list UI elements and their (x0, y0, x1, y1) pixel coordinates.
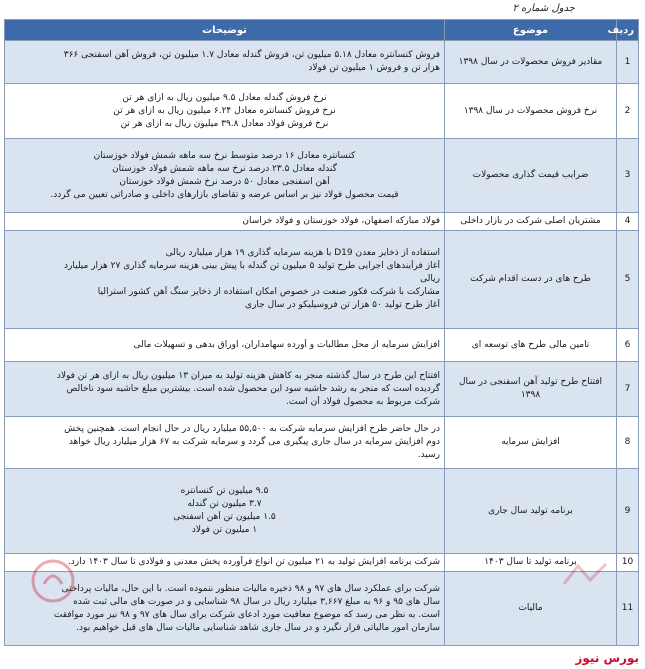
description-line: شرکت برنامه افزایش تولید به ۲۱ میلیون تن انواع فرآورده پخش معدنی و فولادی تا سال ۱۴۰۳ دارد. (67, 557, 440, 567)
row-description (5, 417, 445, 469)
row-description (5, 231, 445, 329)
row-subject: طرح های در دست اقدام شرکت (445, 231, 617, 329)
row-number: 10 (617, 554, 639, 572)
row-subject: ضرایب قیمت گذاری محصولات (445, 139, 617, 213)
table-row (5, 362, 639, 417)
row-number: 4 (617, 213, 639, 231)
watermark-text: بورس نیوز (575, 651, 639, 665)
description-line: ۹.۵ میلیون تن کنسانتره (180, 486, 269, 496)
description-line: ۳.۷ میلیون تن گندله (187, 499, 262, 509)
description-line: مشارکت با شرکت فکور صنعت در خصوص امکان استفاده از ذخایر سنگ آهن کشور استرالیا (97, 287, 440, 297)
description-line: آغاز فرآیندهای اجرایی طرح تولید ۵ میلیون تن گندله با پیش بینی هزینه سرمایه گذاری ۲۷ هزار میلیارد (64, 261, 440, 271)
table-row (5, 41, 639, 84)
description-line: استفاده از ذخایر معدن D19 با هزینه سرمایه گذاری ۱۹ هزار میلیارد ریالی (165, 248, 440, 258)
row-number: 7 (617, 362, 639, 417)
description-line: در حال حاضر طرح افزایش سرمایه شرکت به ۵۵,۵۰۰ میلیارد ریال در حال انجام است. همچنین پخش (64, 424, 440, 434)
watermark-mark-icon (560, 560, 610, 590)
description-line: ۱.۵ میلیون تن آهن اسفنجی (173, 512, 276, 522)
row-number: 9 (617, 469, 639, 554)
row-description (5, 213, 445, 231)
table-row (5, 329, 639, 362)
row-number: 3 (617, 139, 639, 213)
row-number: 6 (617, 329, 639, 362)
row-subject: برنامه تولید سال جاری (445, 469, 617, 554)
table-row (5, 213, 639, 231)
description-line: آغاز طرح تولید ۵۰ هزار تن فروسیلیکو در سال جاری (245, 300, 440, 310)
description-line: گندله معادل ۲۳.۵ درصد نرخ سه ماهه شمش فولاد خوزستان (112, 163, 337, 174)
row-subject: افزایش سرمایه (445, 417, 617, 469)
description-line: قیمت محصول فولاد نیز بر اساس عرضه و تقاضای بازارهای داخلی و صادراتی تعیین می گردد. (50, 189, 399, 200)
row-description (5, 139, 445, 213)
description-line: کنسانتره معادل ۱۶ درصد متوسط نرخ سه ماهه شمش فولاد خوزستان (93, 150, 356, 161)
row-subject: افتتاح طرح تولید آهن اسفنجی در سال ۱۳۹۸ (445, 362, 617, 417)
row-number: 2 (617, 84, 639, 139)
description-line: گردیده است که منجر به رشد حاشیه سود این محصول شده است. بیشترین مبلغ حاشیه سود ناخالص (66, 383, 440, 394)
row-description (5, 362, 445, 417)
header-num: ردیف (617, 20, 639, 41)
table-row (5, 139, 639, 213)
description-line: نرخ فروش گندله معادل ۹.۵ میلیون ریال به ازای هر تن (122, 92, 327, 103)
description-line: نرخ فروش کنسانتره معادل ۶.۲۴ میلیون ریال به ازای هر تن (113, 105, 336, 116)
description-line: افزایش سرمایه از محل مطالبات و آورده سهامداران، اوراق بدهی و تسهیلات مالی (133, 339, 440, 350)
table-row (5, 84, 639, 139)
row-subject: برنامه تولید تا سال ۱۴۰۳ (445, 554, 617, 572)
description-line: افتتاح این طرح در سال گذشته منجر به کاهش هزینه تولید به میزان ۱۳ میلیون ریال به ازای هر تن فولاد (56, 370, 440, 381)
description-line: فروش کنسانتره معادل ۵.۱۸ میلیون تن، فروش گندله معادل ۱.۷ میلیون تن، فروش آهن اسفنجی ۳۶۶ (63, 50, 440, 60)
table-row (5, 469, 639, 554)
table-row (5, 231, 639, 329)
row-description (5, 41, 445, 84)
row-description (5, 329, 445, 362)
description-line: ریالی (420, 274, 440, 284)
header-subject: موضوع (445, 20, 617, 41)
table-caption: جدول شماره ۲ (512, 3, 575, 14)
table-body (5, 41, 639, 646)
row-number: 8 (617, 417, 639, 469)
description-line: آهن اسفنجی معادل ۵۰ درصد نرخ شمش فولاد خوزستان (119, 176, 330, 187)
row-subject: تامین مالی طرح های توسعه ای (445, 329, 617, 362)
row-number: 11 (617, 572, 639, 646)
watermark-logo-icon (30, 558, 76, 604)
table-row (5, 572, 639, 646)
row-subject: نرخ فروش محصولات در سال ۱۳۹۸ (445, 84, 617, 139)
row-subject: مالیات (445, 572, 617, 646)
table-header-row (5, 20, 639, 41)
description-line: رسید. (417, 450, 440, 460)
description-line: شرکت برای عملکرد سال های ۹۷ و ۹۸ ذخیره مالیات منظور ننموده است. با این حال، مالیات پرداختی (61, 583, 440, 594)
description-line: است. به نظر می رسد که موضوع معافیت مورد ادعای شرکت برای سال های ۹۷ و ۹۸ نیز مورد موافقت (53, 609, 440, 620)
row-description (5, 469, 445, 554)
info-table (4, 19, 639, 646)
row-subject: مشتریان اصلی شرکت در بازار داخلی (445, 213, 617, 231)
header-desc: توضیحات (5, 20, 445, 41)
table-row (5, 417, 639, 469)
table-row (5, 554, 639, 572)
description-line: فولاد مبارکه اصفهان، فولاد خوزستان و فولاد خراسان (242, 216, 440, 226)
row-description (5, 84, 445, 139)
description-line: ۱ میلیون تن فولاد (191, 525, 258, 535)
row-number: 5 (617, 231, 639, 329)
description-line: هزار تن و فروش ۱ میلیون تن فولاد (308, 63, 440, 73)
description-line: سازمان امور مالیاتی قرار نگیرد و در سال جاری شاهد شناسایی مالیات سال های قبل خواهیم بود. (76, 622, 440, 633)
row-number: 1 (617, 41, 639, 84)
description-line: سال های ۹۵ و ۹۶ به مبلغ ۳,۶۶۷ میلیارد ریال در سال ۹۸ شناسایی و در صورت های مالی ثبت شده (73, 596, 440, 607)
description-line: نرخ فروش فولاد معادل ۳۹.۸ میلیون ریال به ازای هر تن (120, 118, 329, 129)
description-line: دوم افزایش سرمایه در سال جاری پیگیری می گردد و سرمایه شرکت به ۶۷ هزار میلیارد ریال خواهد (68, 437, 440, 447)
row-subject: مقادیر فروش محصولات در سال ۱۳۹۸ (445, 41, 617, 84)
description-line: شرکت مربوط به محصول فولاد آن است. (286, 396, 440, 407)
